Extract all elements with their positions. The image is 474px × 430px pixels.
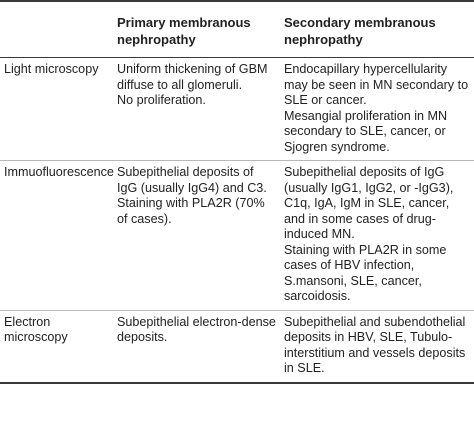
cell-paragraph: Staining with PLA2R in some cases of HBV infection, S.mansoni, SLE, cancer, sarcoidosis. — [284, 242, 447, 303]
primary-cell — [113, 58, 280, 161]
cell-paragraph: Subepithelial and subendothelial deposits in HBV, SLE, Tubulo-interstitium and vessels deposits in SLE. — [284, 314, 466, 375]
cell-paragraph: Mesangial proliferation in MN secondary to SLE, cancer, or Sjogren syndrome. — [284, 108, 448, 154]
cell-paragraph: Endocapillary hypercellularity may be seen in MN secondary to SLE or cancer. — [284, 62, 469, 107]
cell-paragraph: Subepithelial electron-dense deposits. — [117, 314, 276, 344]
primary-cell — [113, 310, 280, 383]
cell-paragraph: Subepithelial deposits of IgG (usually IgG1, IgG2, or -IgG3), C1q, IgA, IgM in SLE, cancer, and in some cases of drug-induced MN. — [284, 165, 454, 241]
secondary-cell — [280, 58, 474, 161]
cell-paragraph: Staining with PLA2R (70% of cases). — [117, 196, 265, 226]
row-label: Immuofluorescence — [0, 161, 113, 311]
cell-paragraph: Subepithelial deposits of IgG (usually IgG4) and C3. — [117, 165, 267, 195]
table-row — [0, 58, 474, 161]
cell-paragraph: No proliferation. — [117, 93, 206, 107]
row-label: Electron microscopy — [0, 310, 113, 383]
secondary-cell — [280, 161, 474, 311]
header-primary: Primary membranous nephropathy — [113, 1, 280, 58]
header-empty — [0, 1, 113, 58]
primary-cell — [113, 161, 280, 311]
header-row — [0, 1, 474, 58]
cell-paragraph: Uniform thickening of GBM diffuse to all glomeruli. — [117, 62, 268, 92]
table-row — [0, 310, 474, 383]
secondary-cell — [280, 310, 474, 383]
table-row — [0, 161, 474, 311]
header-secondary: Secondary membranous nephropathy — [280, 1, 474, 58]
row-label: Light microscopy — [0, 58, 113, 161]
